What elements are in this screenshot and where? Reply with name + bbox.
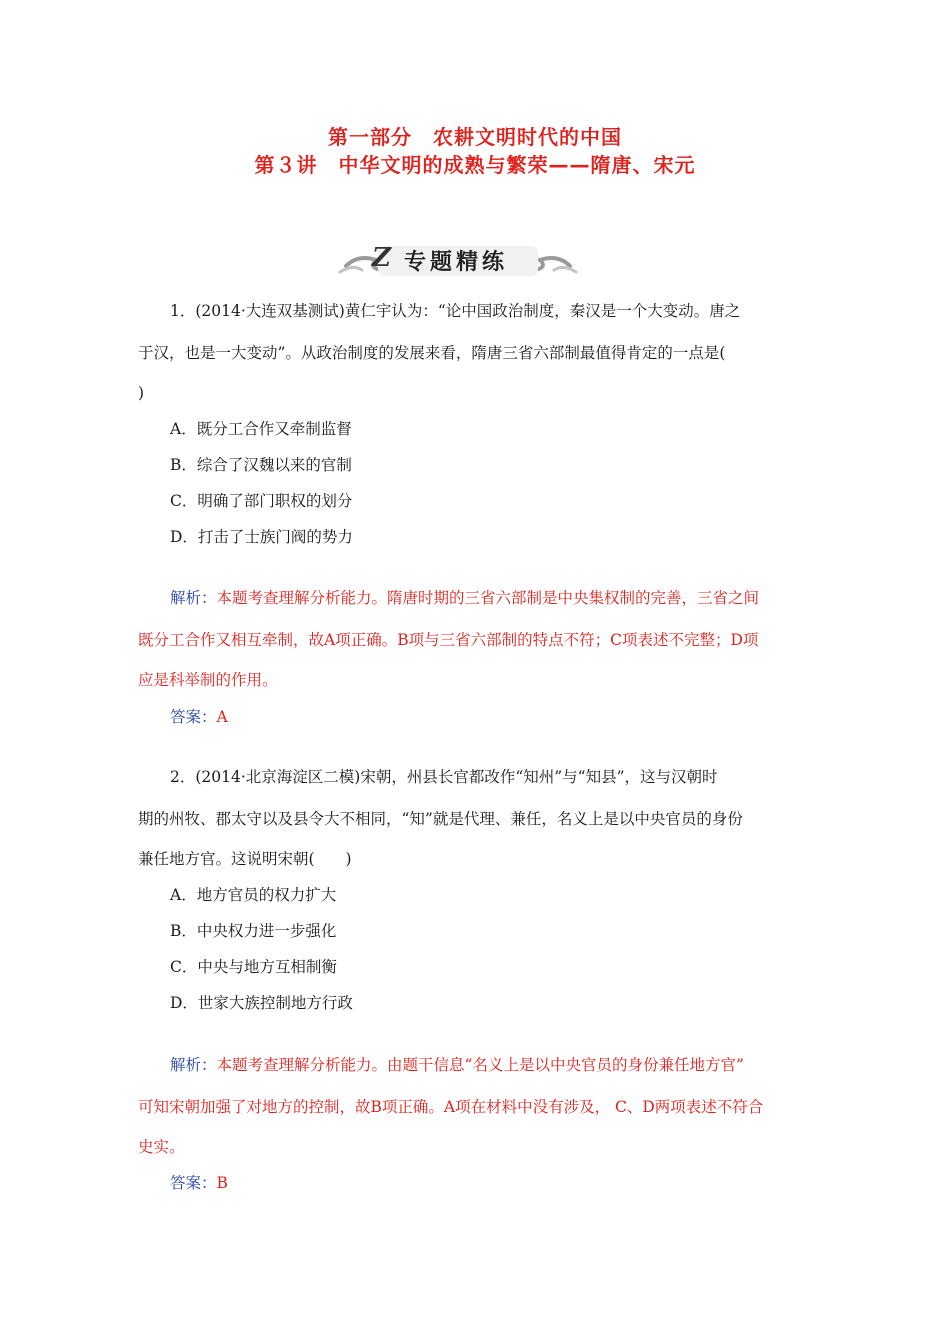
part-title: 第一部分 农耕文明时代的中国 [328, 125, 622, 149]
answer-value: B [216, 1174, 228, 1192]
analysis-line: 应是科举制的作用。 [138, 671, 278, 689]
option-d: D．世家大族控制地方行政 [170, 994, 353, 1012]
question-stem-line: 于汉，也是一大变动”。从政治制度的发展来看，隋唐三省六部制最值得肯定的一点是( [138, 344, 726, 362]
analysis-line: 史实。 [138, 1138, 185, 1156]
analysis-line [170, 1055, 860, 1075]
analysis-line: 既分工合作又相互牵制，故A项正确。B项与三省六部制的特点不符；C项表述不完整；D项 [138, 631, 759, 649]
analysis-label: 解析： [170, 589, 217, 607]
lecture-title: 第３讲 中华文明的成熟与繁荣——隋唐、宋元 [254, 153, 696, 177]
option-a: A．既分工合作又牵制监督 [170, 420, 352, 438]
option-b: B．综合了汉魏以来的官制 [170, 456, 352, 474]
option-c: C．明确了部门职权的划分 [170, 492, 353, 510]
question-stem-line: 2．(2014·北京海淀区二模)宋朝，州县长官都改作“知州”与“知县”，这与汉朝时 [170, 768, 718, 786]
banner-letter-icon: Z [372, 243, 391, 273]
answer-label: 答案： [170, 1174, 217, 1192]
question-stem-line: 1．(2014·大连双基测试)黄仁宇认为：“论中国政治制度，秦汉是一个大变动。唐之 [170, 302, 741, 320]
analysis-label: 解析： [170, 1056, 217, 1074]
answer-label: 答案： [170, 708, 217, 726]
option-b: B．中央权力进一步强化 [170, 922, 337, 940]
option-c: C．中央与地方互相制衡 [170, 958, 337, 976]
banner-title: 专题精练 [404, 250, 509, 275]
question-stem-line: ) [138, 384, 145, 402]
answer-value: A [216, 708, 228, 726]
question-stem-line: 期的州牧、郡太守以及县令大不相同，“知”就是代理、兼任，名义上是以中央官员的身份 [138, 810, 743, 828]
question-stem-line: 兼任地方官。这说明宋朝( ) [138, 850, 352, 868]
option-a: A．地方官员的权力扩大 [170, 886, 337, 904]
answer-line [170, 707, 860, 727]
analysis-text: 本题考查理解分析能力。由题干信息“名义上是以中央官员的身份兼任地方官” [216, 1056, 744, 1074]
answer-line [170, 1173, 860, 1193]
analysis-line [170, 588, 860, 608]
option-d: D．打击了士族门阀的势力 [170, 528, 353, 546]
analysis-line: 可知宋朝加强了对地方的控制，故B项正确。A项在材料中没有涉及， C、D两项表述不符合 [138, 1098, 764, 1116]
analysis-text: 本题考查理解分析能力。隋唐时期的三省六部制是中央集权制的完善，三省之间 [216, 589, 760, 607]
